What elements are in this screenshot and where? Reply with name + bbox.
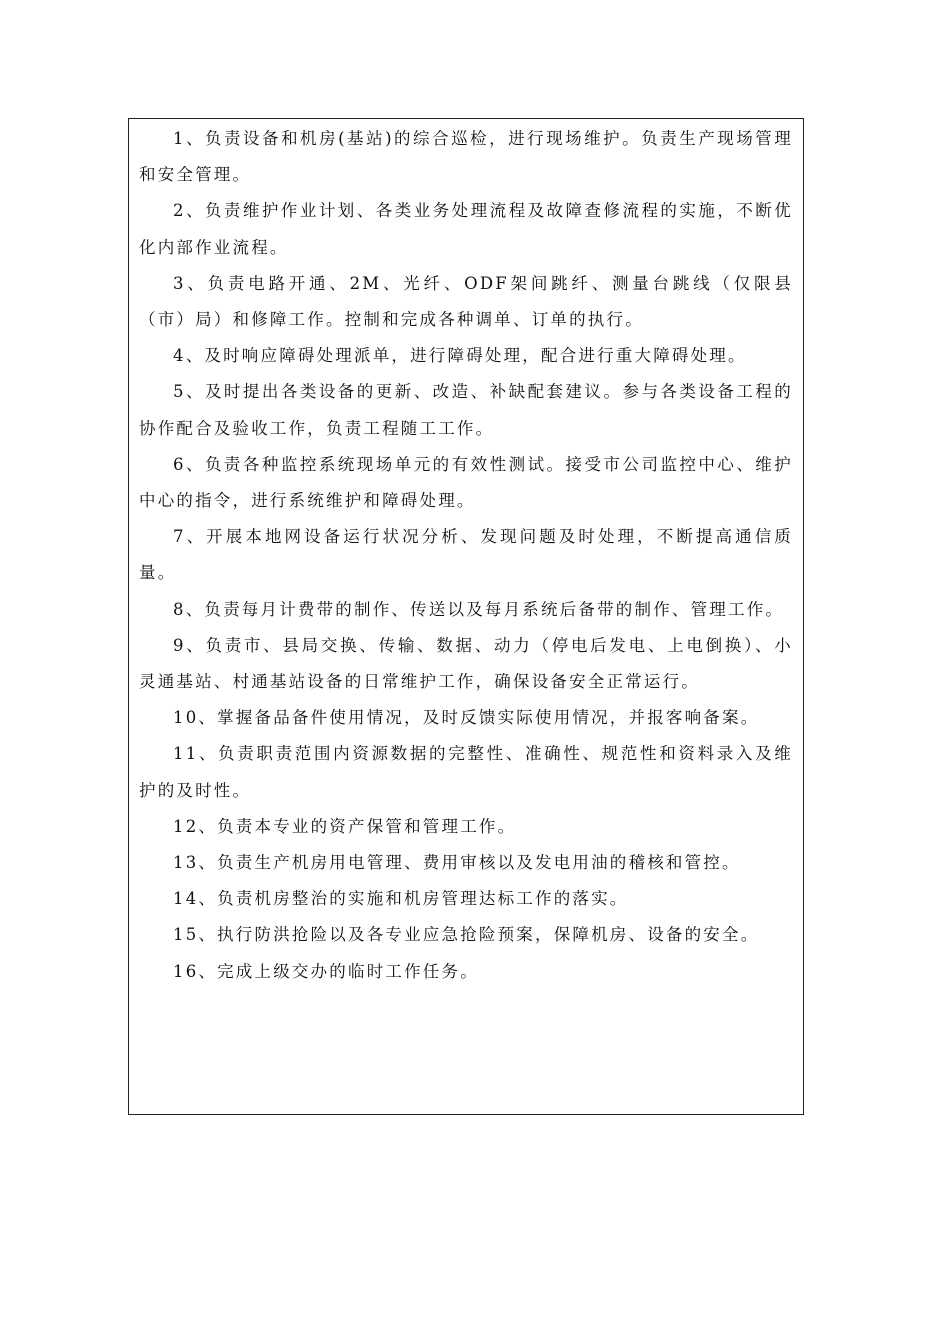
duty-item-10: 10、掌握备品备件使用情况，及时反馈实际使用情况，并报客响备案。 <box>173 708 760 728</box>
duty-item-5: 5、及时提出各类设备的更新、改造、补缺配套建议。参与各类设备工程的协作配合及验收工作，负责工程随工工作。 <box>139 382 793 438</box>
duties-list <box>139 121 793 990</box>
duty-item-14: 14、负责机房整治的实施和机房管理达标工作的落实。 <box>173 889 629 909</box>
duty-item-2: 2、负责维护作业计划、各类业务处理流程及故障查修流程的实施，不断优化内部作业流程。 <box>139 201 793 257</box>
duty-item-12: 12、负责本专业的资产保管和管理工作。 <box>173 816 517 836</box>
duty-item-4: 4、及时响应障碍处理派单，进行障碍处理，配合进行重大障碍处理。 <box>173 346 747 366</box>
duty-item-15: 15、执行防洪抢险以及各专业应急抢险预案，保障机房、设备的安全。 <box>173 925 760 945</box>
duty-item-9: 9、负责市、县局交换、传输、数据、动力（停电后发电、上电倒换）、小灵通基站、村通基站设备的日常维护工作，确保设备安全正常运行。 <box>139 635 793 692</box>
duty-item-3: 3、负责电路开通、2M、光纤、ODF架间跳纤、测量台跳线（仅限县（市）局）和修障工作。控制和完成各种调单、订单的执行。 <box>139 273 793 330</box>
duty-item-8: 8、负责每月计费带的制作、传送以及每月系统后备带的制作、管理工作。 <box>173 599 785 619</box>
duty-item-11: 11、负责职责范围内资源数据的完整性、准确性、规范性和资料录入及维护的及时性。 <box>139 744 793 800</box>
duty-item-7: 7、开展本地网设备运行状况分析、发现问题及时处理，不断提高通信质量。 <box>139 527 793 583</box>
duty-item-16: 16、完成上级交办的临时工作任务。 <box>173 961 479 981</box>
duties-table-cell <box>128 118 804 1115</box>
duty-item-6: 6、负责各种监控系统现场单元的有效性测试。接受市公司监控中心、维护中心的指令，进行系统维护和障碍处理。 <box>139 454 793 511</box>
duty-item-1: 1、负责设备和机房(基站)的综合巡检，进行现场维护。负责生产现场管理和安全管理。 <box>139 129 793 185</box>
duty-item-13: 13、负责生产机房用电管理、费用审核以及发电用油的稽核和管控。 <box>173 853 741 873</box>
